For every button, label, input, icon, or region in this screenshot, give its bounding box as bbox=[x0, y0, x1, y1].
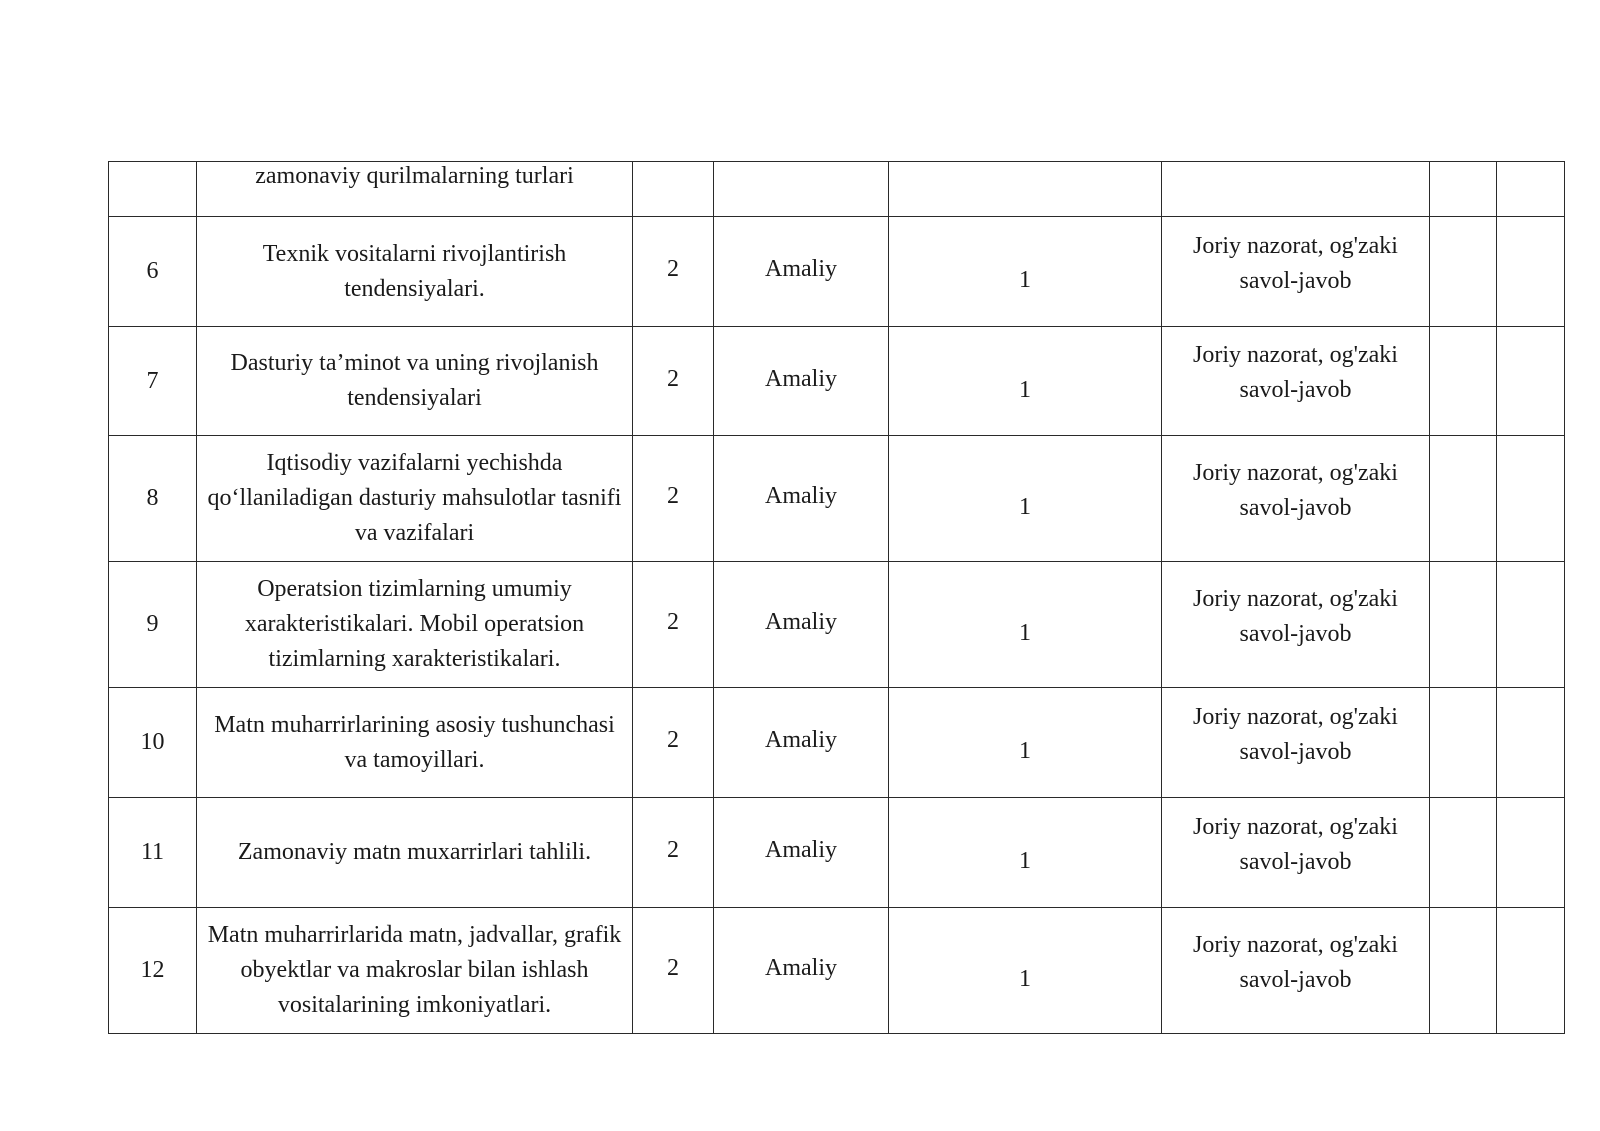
cell-topic bbox=[197, 562, 633, 688]
cell-empty-1 bbox=[1430, 688, 1497, 798]
cell-assessment bbox=[1162, 436, 1430, 562]
credit-value: 1 bbox=[1019, 966, 1031, 992]
cell-form bbox=[714, 908, 889, 1034]
form-value: Amaliy bbox=[765, 483, 837, 509]
cell-credit bbox=[889, 327, 1162, 436]
cell-empty-2 bbox=[1497, 562, 1565, 688]
hours-value: 2 bbox=[667, 837, 679, 863]
cell-empty-1 bbox=[1430, 798, 1497, 908]
cell-topic bbox=[197, 217, 633, 327]
cell-empty-1 bbox=[1430, 327, 1497, 436]
curriculum-table bbox=[108, 161, 1565, 1034]
cell-empty-2 bbox=[1497, 327, 1565, 436]
cell-hours bbox=[633, 162, 714, 217]
cell-assessment bbox=[1162, 162, 1430, 217]
form-value: Amaliy bbox=[765, 837, 837, 863]
topic-text: Matn muharrirlarida matn, jadvallar, grafik obyektlar va makroslar bilan ishlash vositalarining imkoniyatlari. bbox=[207, 922, 622, 1018]
row-number: 7 bbox=[146, 367, 159, 394]
hours-value: 2 bbox=[667, 727, 679, 753]
table-row bbox=[109, 217, 1565, 327]
row-number: 12 bbox=[140, 957, 165, 983]
cell-number bbox=[109, 217, 197, 327]
cell-empty-2 bbox=[1497, 688, 1565, 798]
credit-value: 1 bbox=[1019, 848, 1031, 874]
cell-hours bbox=[633, 562, 714, 688]
hours-value: 2 bbox=[667, 483, 679, 509]
cell-number bbox=[109, 327, 197, 436]
cell-credit bbox=[889, 562, 1162, 688]
cell-topic bbox=[197, 327, 633, 436]
assessment-value: Joriy nazorat, og'zaki savol-javob bbox=[1193, 232, 1398, 294]
row-number: 10 bbox=[140, 729, 165, 755]
credit-value: 1 bbox=[1019, 376, 1031, 403]
topic-text: Texnik vositalarni rivojlantirish tendensiyalari. bbox=[262, 240, 567, 302]
topic-text: Operatsion tizimlarning umumiy xarakteristikalari. Mobil operatsion tizimlarning xarakteristikalari. bbox=[244, 576, 585, 672]
assessment-value: Joriy nazorat, og'zaki savol-javob bbox=[1193, 931, 1398, 993]
credit-value: 1 bbox=[1019, 494, 1031, 520]
topic-text: zamonaviy qurilmalarning turlari bbox=[255, 163, 574, 189]
table-row bbox=[109, 327, 1565, 436]
cell-number bbox=[109, 688, 197, 798]
credit-value: 1 bbox=[1019, 738, 1031, 764]
form-value: Amaliy bbox=[765, 609, 837, 635]
topic-text: Iqtisodiy vazifalarni yechishda qo‘llaniladigan dasturiy mahsulotlar tasnifi va vazifalari bbox=[207, 450, 622, 546]
cell-assessment bbox=[1162, 688, 1430, 798]
cell-number bbox=[109, 162, 197, 217]
cell-form bbox=[714, 327, 889, 436]
hours-value: 2 bbox=[667, 609, 679, 635]
credit-value: 1 bbox=[1019, 620, 1031, 646]
cell-credit bbox=[889, 162, 1162, 217]
cell-assessment bbox=[1162, 327, 1430, 436]
table-row-continuation bbox=[109, 162, 1565, 217]
cell-credit bbox=[889, 908, 1162, 1034]
hours-value: 2 bbox=[667, 256, 679, 282]
assessment-value: Joriy nazorat, og'zaki savol-javob bbox=[1193, 585, 1398, 647]
cell-empty-1 bbox=[1430, 562, 1497, 688]
table-row bbox=[109, 798, 1565, 908]
cell-empty-2 bbox=[1497, 908, 1565, 1034]
cell-hours bbox=[633, 436, 714, 562]
cell-topic bbox=[197, 162, 633, 217]
cell-assessment bbox=[1162, 217, 1430, 327]
credit-value: 1 bbox=[1019, 267, 1031, 293]
hours-value: 2 bbox=[667, 365, 679, 392]
cell-number bbox=[109, 908, 197, 1034]
cell-topic bbox=[197, 436, 633, 562]
cell-form bbox=[714, 562, 889, 688]
cell-empty-2 bbox=[1497, 217, 1565, 327]
cell-assessment bbox=[1162, 798, 1430, 908]
cell-hours bbox=[633, 798, 714, 908]
cell-empty-1 bbox=[1430, 217, 1497, 327]
cell-form bbox=[714, 436, 889, 562]
form-value: Amaliy bbox=[765, 727, 837, 753]
cell-empty-1 bbox=[1430, 908, 1497, 1034]
cell-form bbox=[714, 798, 889, 908]
cell-number bbox=[109, 436, 197, 562]
cell-empty-1 bbox=[1430, 162, 1497, 217]
topic-text: Matn muharrirlarining asosiy tushunchasi va tamoyillari. bbox=[214, 711, 615, 773]
cell-topic bbox=[197, 688, 633, 798]
cell-credit bbox=[889, 436, 1162, 562]
cell-hours bbox=[633, 688, 714, 798]
row-number: 11 bbox=[140, 839, 165, 865]
cell-assessment bbox=[1162, 908, 1430, 1034]
assessment-value: Joriy nazorat, og'zaki savol-javob bbox=[1193, 459, 1398, 521]
table-row bbox=[109, 688, 1565, 798]
cell-empty-2 bbox=[1497, 798, 1565, 908]
assessment-value: Joriy nazorat, og'zaki savol-javob bbox=[1193, 703, 1398, 765]
cell-number bbox=[109, 562, 197, 688]
assessment-value: Joriy nazorat, og'zaki savol-javob bbox=[1193, 342, 1398, 403]
row-number: 8 bbox=[146, 485, 159, 511]
cell-empty-1 bbox=[1430, 436, 1497, 562]
table-body bbox=[109, 162, 1565, 1034]
cell-topic bbox=[197, 908, 633, 1034]
form-value: Amaliy bbox=[765, 955, 837, 981]
cell-credit bbox=[889, 688, 1162, 798]
cell-hours bbox=[633, 327, 714, 436]
cell-assessment bbox=[1162, 562, 1430, 688]
table-row bbox=[109, 908, 1565, 1034]
cell-form bbox=[714, 162, 889, 217]
cell-form bbox=[714, 688, 889, 798]
cell-credit bbox=[889, 798, 1162, 908]
form-value: Amaliy bbox=[765, 256, 837, 282]
cell-form bbox=[714, 217, 889, 327]
row-number: 6 bbox=[146, 258, 159, 284]
cell-empty-2 bbox=[1497, 162, 1565, 217]
row-number: 9 bbox=[146, 611, 159, 637]
form-value: Amaliy bbox=[765, 365, 837, 392]
table-row bbox=[109, 436, 1565, 562]
topic-text: Zamonaviy matn muxarrirlari tahlili. bbox=[237, 839, 592, 865]
cell-empty-2 bbox=[1497, 436, 1565, 562]
cell-topic bbox=[197, 798, 633, 908]
cell-credit bbox=[889, 217, 1162, 327]
hours-value: 2 bbox=[667, 955, 679, 981]
cell-hours bbox=[633, 217, 714, 327]
table-row bbox=[109, 562, 1565, 688]
cell-hours bbox=[633, 908, 714, 1034]
cell-number bbox=[109, 798, 197, 908]
topic-text: Dasturiy ta’minot va uning rivojlanish tendensiyalari bbox=[230, 350, 599, 411]
assessment-value: Joriy nazorat, og'zaki savol-javob bbox=[1193, 813, 1398, 875]
